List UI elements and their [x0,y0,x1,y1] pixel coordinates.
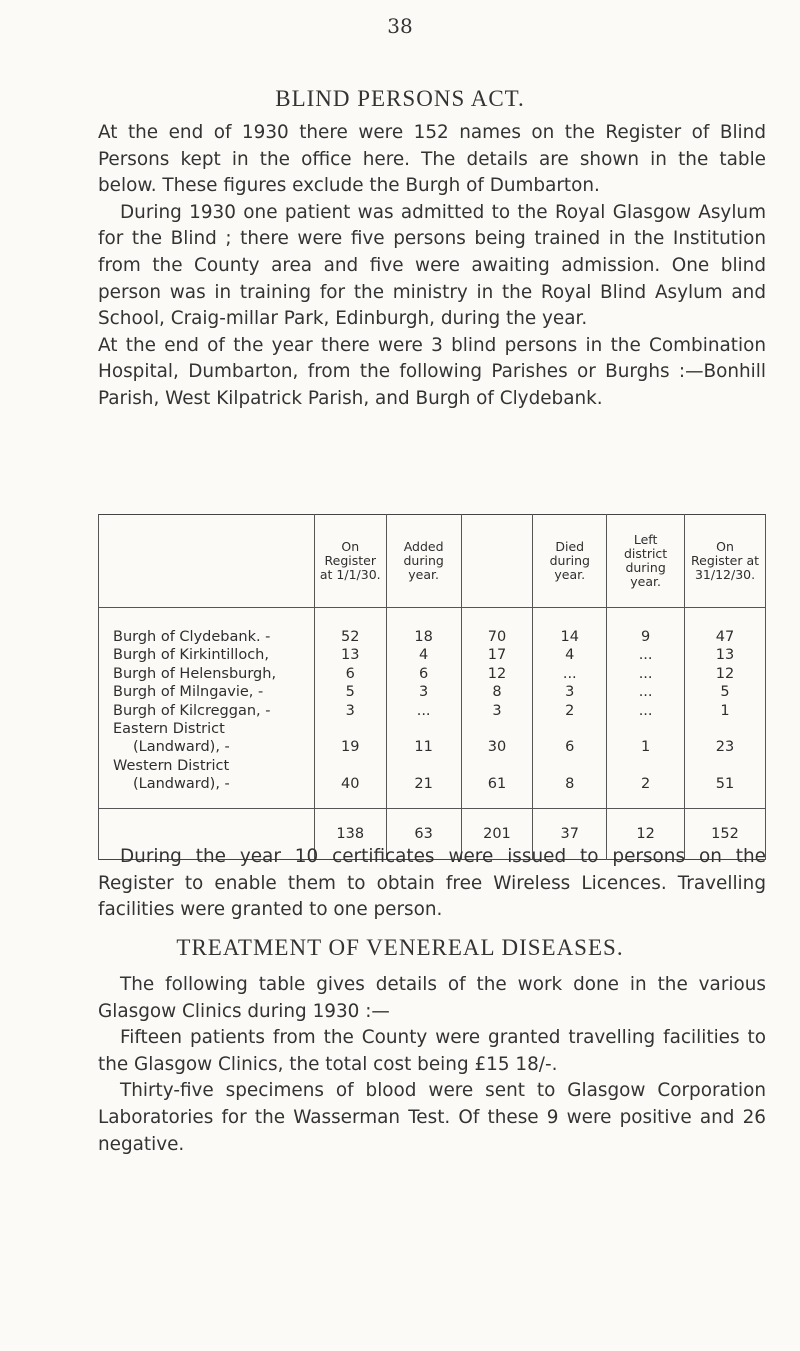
table-row [99,608,766,647]
table-cell: 17 [461,646,533,664]
table-cell: 3 [386,683,461,701]
after-table-text [98,844,766,924]
row-label: Burgh of Helensburgh, [99,665,315,683]
section-title-venereal: TREATMENT OF VENEREAL DISEASES. [176,935,624,960]
table-cell: 5 [685,683,766,701]
table-cell [533,757,607,775]
table-cell: 4 [533,646,607,664]
column-header [461,515,533,608]
table-cell: ... [607,702,685,720]
table-cell: ... [607,683,685,701]
table-cell: 4 [386,646,461,664]
paragraph: During the year 10 certificates were issued to persons on the Register to enable them to obtain free Wireless Licences. Travelling facilities were granted to one person. [98,846,766,921]
table-cell: 12 [685,665,766,683]
total-cell: 138 [314,808,386,859]
table-cell: 13 [685,646,766,664]
table-cell: 1 [685,702,766,720]
table-cell: ... [386,702,461,720]
table-cell: 13 [314,646,386,664]
table-cell: 52 [314,608,386,647]
table-cell [685,757,766,775]
table-cell: 70 [461,608,533,647]
table-cell: 6 [533,738,607,756]
row-label: Eastern District [99,720,315,738]
total-cell: 152 [685,808,766,859]
table-cell: 2 [533,702,607,720]
total-cell: 63 [386,808,461,859]
table-cell: 8 [533,775,607,808]
table-cell [386,720,461,738]
table-cell: 30 [461,738,533,756]
paragraph: At the end of the year there were 3 blind persons in the Combination Hospital, Dumbarton, from the following Parishes or Burghs :—Bonhill Parish, West Kilpatrick Parish, and Burgh of Clydebank. [98,334,766,409]
table-cell: 21 [386,775,461,808]
column-header: Left district during year. [607,515,685,608]
section1-body [98,120,766,413]
column-header: On Register at 1/1/30. [314,515,386,608]
paragraph: At the end of 1930 there were 152 names on the Register of Blind Persons kept in the office here. The details are shown in the table below. These figures exclude the Burgh of Dumbarton. [98,122,766,197]
row-label: (Landward), - [99,775,315,808]
table-cell: 14 [533,608,607,647]
column-header: On Register at 31/12/30. [685,515,766,608]
row-label: Burgh of Milngavie, - [99,683,315,701]
table-cell: 19 [314,738,386,756]
column-header [99,515,315,608]
row-label: (Landward), - [99,738,315,756]
table-cell: 9 [607,608,685,647]
table-row [99,683,766,701]
page-number: 38 [387,14,413,38]
column-header: Added during year. [386,515,461,608]
total-cell: 37 [533,808,607,859]
table-row [99,665,766,683]
table-row [99,775,766,808]
table-cell [607,720,685,738]
paragraph: The following table gives details of the work done in the various Glasgow Clinics during 1930 :— [98,974,766,1022]
blind-register-table [98,514,766,860]
paragraph: Fifteen patients from the County were granted travelling facilities to the Glasgow Clinics, the total cost being £15 18/-. [98,1027,766,1075]
table-row [99,702,766,720]
table-row [99,646,766,664]
table-cell [607,757,685,775]
table-cell: 1 [607,738,685,756]
table-cell: ... [533,665,607,683]
table-cell: 18 [386,608,461,647]
table-cell: 6 [314,665,386,683]
table-cell [386,757,461,775]
column-header: Died during year. [533,515,607,608]
table-cell: 12 [461,665,533,683]
table-row [99,757,766,775]
section-title-blind-persons: BLIND PERSONS ACT. [275,86,525,111]
row-label: Western District [99,757,315,775]
table-cell [314,720,386,738]
table-cell: 2 [607,775,685,808]
table-cell [685,720,766,738]
table-cell: 23 [685,738,766,756]
table-cell [314,757,386,775]
table-row [99,720,766,738]
table-header-row [99,515,766,608]
table-cell: 40 [314,775,386,808]
table-cell [533,720,607,738]
table-cell: 51 [685,775,766,808]
table-cell: ... [607,665,685,683]
table-cell: 3 [314,702,386,720]
paragraph: Thirty-five specimens of blood were sent to Glasgow Corporation Laboratories for the Wasserman Test. Of these 9 were positive and 26 negative. [98,1080,766,1155]
table-cell: 47 [685,608,766,647]
row-label: Burgh of Clydebank. - [99,608,315,647]
total-cell: 12 [607,808,685,859]
table-row [99,738,766,756]
row-label: Burgh of Kilcreggan, - [99,702,315,720]
table-cell: 6 [386,665,461,683]
table-cell: 8 [461,683,533,701]
paragraph: During 1930 one patient was admitted to the Royal Glasgow Asylum for the Blind ; there were five persons being trained in the Institution from the County area and five were awaiting admission. One blind person was in training for the ministry in the Royal Blind Asylum and School, Craig-millar Park, Edinburgh, during the year. [98,201,766,330]
section2-body [98,972,766,1158]
table-cell [461,757,533,775]
table-cell: 3 [461,702,533,720]
table-cell [461,720,533,738]
table-cell: 11 [386,738,461,756]
table-cell: 5 [314,683,386,701]
table-cell: 61 [461,775,533,808]
row-label: Burgh of Kirkintilloch, [99,646,315,664]
total-cell: 201 [461,808,533,859]
table-cell: ... [607,646,685,664]
table-cell: 3 [533,683,607,701]
